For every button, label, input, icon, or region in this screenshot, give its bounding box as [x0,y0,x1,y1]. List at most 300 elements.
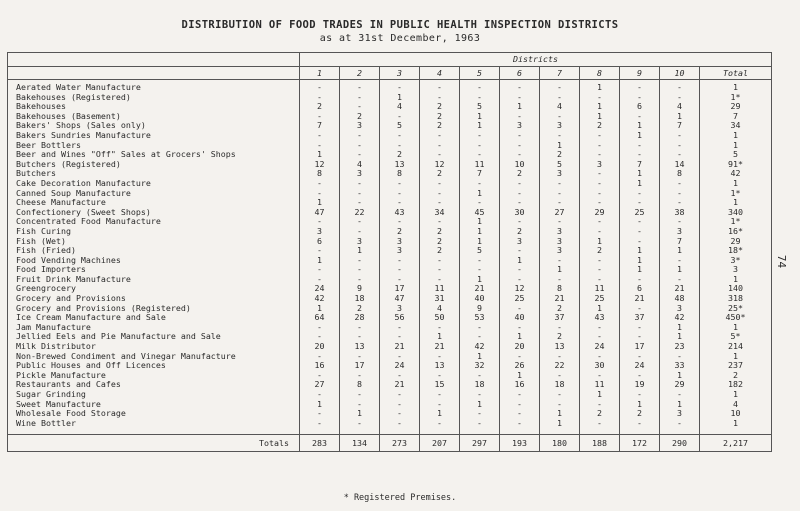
district-count-cell: 3 [380,304,420,314]
district-count-cell: - [340,131,380,141]
trade-name: Fruit Drink Manufacture [8,275,300,285]
district-count-cell: - [540,198,580,208]
district-count-cell: - [620,352,660,362]
district-count-cell: - [300,332,340,342]
district-count-cell: 19 [620,380,660,390]
row-total-cell: 5* [700,332,772,342]
district-count-cell: - [660,189,700,199]
district-count-cell: 3 [540,237,580,247]
district-count-cell: 21 [420,342,460,352]
row-total-cell: 340 [700,208,772,218]
trade-name: Bakehouses (Registered) [8,93,300,103]
district-count-cell: 2 [540,150,580,160]
table-row [8,342,772,352]
district-count-cell: - [580,400,620,410]
district-count-cell: - [460,390,500,400]
district-count-cell: - [300,189,340,199]
district-count-cell: 1 [620,256,660,266]
district-count-cell: 2 [420,169,460,179]
district-count-cell: 11 [580,284,620,294]
table-row [8,256,772,266]
district-count-cell: - [500,275,540,285]
district-count-cell: - [620,390,660,400]
district-count-cell: - [500,246,540,256]
district-count-cell: 3 [380,246,420,256]
district-count-cell: - [580,169,620,179]
district-count-cell: - [580,265,620,275]
district-count-cell: 31 [420,294,460,304]
table-row [8,313,772,323]
district-count-cell: 1 [660,246,700,256]
district-count-cell: - [300,179,340,189]
district-count-cell: 1 [300,304,340,314]
district-count-cell: 1 [460,227,500,237]
district-count-cell: 1 [460,112,500,122]
row-total-cell: 1 [700,141,772,151]
table-row [8,284,772,294]
district-count-cell: 40 [500,313,540,323]
district-count-cell: - [420,150,460,160]
district-count-cell: 4 [340,160,380,170]
district-count-cell: 18 [540,380,580,390]
district-count-cell: 3 [340,237,380,247]
district-count-cell: 1 [500,371,540,381]
district-count-cell: 30 [500,208,540,218]
district-count-cell: 2 [420,246,460,256]
district-count-cell: 273 [380,435,420,452]
district-count-cell: - [580,227,620,237]
district-count-cell: 20 [300,342,340,352]
table-row [8,371,772,381]
district-count-cell: - [420,179,460,189]
district-count-cell: 13 [540,342,580,352]
trade-name: Jellied Eels and Pie Manufacture and Sale [8,332,300,342]
district-count-cell: 2 [540,332,580,342]
district-count-cell: - [380,332,420,342]
district-count-cell: - [660,141,700,151]
district-count-cell: - [660,198,700,208]
district-count-cell: 5 [460,102,500,112]
district-count-cell: - [620,371,660,381]
district-count-cell: 1 [460,352,500,362]
district-count-cell: 1 [580,102,620,112]
district-count-cell: 1 [460,237,500,247]
row-total-cell: 1 [700,131,772,141]
district-count-cell: 3 [660,304,700,314]
district-count-cell: - [500,198,540,208]
row-total-cell: 5 [700,150,772,160]
district-count-cell: 4 [420,304,460,314]
district-count-cell: - [660,352,700,362]
district-count-cell: - [500,189,540,199]
district-count-cell: - [300,80,340,93]
district-count-cell: - [580,256,620,266]
district-count-cell: - [660,390,700,400]
district-count-cell: 8 [340,380,380,390]
district-count-cell: - [500,217,540,227]
district-count-cell: 5 [540,160,580,170]
district-count-cell: 16 [300,361,340,371]
row-total-cell: 1* [700,217,772,227]
district-count-cell: 64 [300,313,340,323]
district-count-cell: 8 [380,169,420,179]
district-count-cell: - [500,179,540,189]
district-count-cell: - [540,400,580,410]
trade-name: Aerated Water Manufacture [8,80,300,93]
trade-name: Restaurants and Cafes [8,380,300,390]
district-count-cell: 1 [540,419,580,429]
district-count-cell: 8 [540,284,580,294]
district-count-cell: - [580,352,620,362]
district-count-cell: - [380,141,420,151]
district-count-cell: 3 [540,169,580,179]
district-count-cell: - [380,80,420,93]
district-count-cell: 2 [380,227,420,237]
district-count-cell: 1 [460,275,500,285]
district-count-cell: 21 [460,284,500,294]
district-count-cell: 24 [380,361,420,371]
row-total-cell: 34 [700,121,772,131]
district-count-cell: 3 [540,246,580,256]
district-count-cell: - [620,198,660,208]
district-count-cell: 24 [620,361,660,371]
district-count-cell: - [460,371,500,381]
district-count-cell: - [420,189,460,199]
districts-header: Districts [300,53,772,67]
district-count-cell: 3 [300,227,340,237]
district-count-cell: - [460,179,500,189]
district-count-cell: 37 [540,313,580,323]
district-count-cell: 28 [340,313,380,323]
district-count-cell: - [300,131,340,141]
district-count-cell: 1 [660,112,700,122]
district-count-cell: 29 [580,208,620,218]
district-count-cell: 1 [340,246,380,256]
row-total-cell: 1 [700,179,772,189]
district-count-cell: 42 [660,313,700,323]
column-header-district: 5 [460,67,500,80]
district-count-cell: 26 [500,361,540,371]
district-count-cell: 188 [580,435,620,452]
district-count-cell: 3 [380,237,420,247]
trade-name: Fish (Fried) [8,246,300,256]
district-count-cell: - [500,80,540,93]
row-total-cell: 7 [700,112,772,122]
district-count-cell: - [660,179,700,189]
district-count-cell: 3 [500,121,540,131]
district-count-cell: 32 [460,361,500,371]
district-count-cell: - [420,217,460,227]
district-count-cell: 50 [420,313,460,323]
district-count-cell: 3 [580,160,620,170]
district-count-cell: 7 [620,160,660,170]
district-count-cell: - [380,217,420,227]
trade-name: Cake Decoration Manufacture [8,179,300,189]
district-count-cell: 2 [500,227,540,237]
district-count-cell: - [500,141,540,151]
row-total-cell: 29 [700,102,772,112]
district-count-cell: 11 [460,160,500,170]
district-count-cell: - [580,275,620,285]
district-count-cell: - [300,275,340,285]
district-count-cell: 18 [340,294,380,304]
district-count-cell: - [580,150,620,160]
district-count-cell: 290 [660,435,700,452]
row-total-cell: 2,217 [700,435,772,452]
district-count-cell: 1 [540,141,580,151]
district-count-cell: 1 [620,121,660,131]
page-title: DISTRIBUTION OF FOOD TRADES IN PUBLIC HEALTH INSPECTION DISTRICTS [181,19,619,31]
district-count-cell: 11 [420,284,460,294]
district-count-cell: 7 [660,121,700,131]
district-count-cell: 2 [380,150,420,160]
district-count-cell: 1 [660,332,700,342]
district-count-cell: 1 [540,409,580,419]
district-count-cell: - [620,80,660,93]
table-row [8,275,772,285]
district-count-cell: - [300,93,340,103]
district-count-cell: 47 [380,294,420,304]
district-count-cell: 9 [460,304,500,314]
district-count-cell: - [580,141,620,151]
district-count-cell: - [580,189,620,199]
district-count-cell: - [460,256,500,266]
district-count-cell: - [580,179,620,189]
table-row [8,400,772,410]
district-count-cell: 283 [300,435,340,452]
district-count-cell: 37 [620,313,660,323]
district-count-cell: - [580,419,620,429]
row-total-cell: 16* [700,227,772,237]
row-total-cell: 18* [700,246,772,256]
district-count-cell: 1 [460,217,500,227]
district-count-cell: - [380,179,420,189]
district-count-cell: 21 [660,284,700,294]
table-row [8,189,772,199]
table-row [8,131,772,141]
district-count-cell: - [540,112,580,122]
district-count-cell: 2 [420,227,460,237]
district-count-cell: - [420,419,460,429]
district-count-cell: 2 [420,112,460,122]
district-count-cell: - [420,275,460,285]
table-row [8,141,772,151]
column-header-district: 6 [500,67,540,80]
district-count-cell: 21 [620,294,660,304]
district-count-cell: - [340,189,380,199]
district-count-cell: - [540,275,580,285]
district-count-cell: 21 [540,294,580,304]
district-count-cell: - [340,352,380,362]
row-total-cell: 2 [700,371,772,381]
district-count-cell: - [500,352,540,362]
district-count-cell: - [580,323,620,333]
trade-name: Bakers Sundries Manufacture [8,131,300,141]
table-row [8,208,772,218]
district-count-cell: 7 [660,237,700,247]
district-count-cell: 3 [340,121,380,131]
row-total-cell: 1 [700,352,772,362]
district-count-cell: - [340,150,380,160]
district-count-cell: 8 [300,169,340,179]
trade-name: Bakers' Shops (Sales only) [8,121,300,131]
trade-name: Canned Soup Manufacture [8,189,300,199]
district-count-cell: - [340,275,380,285]
table-row [8,217,772,227]
district-count-cell: 3 [540,121,580,131]
row-total-cell: 1 [700,275,772,285]
district-count-cell: 1 [620,400,660,410]
district-count-cell: - [540,371,580,381]
row-total-cell: 214 [700,342,772,352]
row-total-cell: 10 [700,409,772,419]
trade-name: Sweet Manufacture [8,400,300,410]
district-count-cell: 7 [300,121,340,131]
row-total-cell: 4 [700,400,772,410]
district-count-cell: - [460,80,500,93]
table-row [8,294,772,304]
district-count-cell: 17 [340,361,380,371]
trade-name: Confectionery (Sweet Shops) [8,208,300,218]
table-row [8,112,772,122]
district-count-cell: 2 [620,409,660,419]
district-count-cell: 27 [540,208,580,218]
district-count-cell: - [300,390,340,400]
table-row [8,80,772,93]
district-count-cell: 40 [460,294,500,304]
district-count-cell: - [300,409,340,419]
district-count-cell: - [660,150,700,160]
district-count-cell: - [300,217,340,227]
trade-name: Greengrocery [8,284,300,294]
district-count-cell: - [660,80,700,93]
district-count-cell: 180 [540,435,580,452]
district-count-cell: 21 [380,342,420,352]
district-count-cell: 1 [300,198,340,208]
district-count-cell: 8 [660,169,700,179]
district-count-cell: 1 [580,304,620,314]
row-total-cell: 1 [700,80,772,93]
district-count-cell: - [500,419,540,429]
district-count-cell: 7 [460,169,500,179]
district-count-cell: 3 [660,409,700,419]
district-count-cell: - [660,419,700,429]
district-count-cell: 1 [340,409,380,419]
district-count-cell: - [660,93,700,103]
page-subtitle: as at 31st December, 1963 [319,33,481,44]
table-row [8,169,772,179]
district-count-cell: 1 [580,390,620,400]
district-count-cell: - [460,419,500,429]
district-count-cell: - [580,332,620,342]
district-count-cell: 11 [580,380,620,390]
district-count-cell: - [460,323,500,333]
district-count-cell: 6 [620,102,660,112]
table-row [8,323,772,333]
district-count-cell: 29 [660,380,700,390]
district-count-cell: - [340,93,380,103]
table-row [8,409,772,419]
district-count-cell: - [460,150,500,160]
district-count-cell: 17 [620,342,660,352]
district-count-cell: - [420,256,460,266]
table-row [8,198,772,208]
district-count-cell: - [540,131,580,141]
trade-name: Jam Manufacture [8,323,300,333]
district-count-cell: 12 [420,160,460,170]
district-count-cell: - [660,256,700,266]
district-count-cell: 1 [500,102,540,112]
district-count-cell: - [620,227,660,237]
district-count-cell: - [460,265,500,275]
district-count-cell: - [540,179,580,189]
header-blank [8,53,300,67]
district-count-cell: - [540,256,580,266]
trade-name: Non-Brewed Condiment and Vinegar Manufacture [8,352,300,362]
district-count-cell: 27 [300,380,340,390]
district-count-cell: - [300,265,340,275]
trade-name: Beer Bottlers [8,141,300,151]
district-count-cell: - [380,400,420,410]
district-count-cell: 1 [620,246,660,256]
district-count-cell: 2 [300,102,340,112]
district-count-cell: 1 [300,150,340,160]
district-count-cell: 33 [660,361,700,371]
district-count-cell: - [620,419,660,429]
district-count-cell: 21 [380,380,420,390]
totals-row [8,435,772,452]
district-count-cell: - [660,275,700,285]
district-count-cell: - [420,131,460,141]
footnote: * Registered Premises. [343,493,457,503]
district-count-cell: - [300,352,340,362]
district-count-cell: - [580,131,620,141]
trade-name: Food Importers [8,265,300,275]
district-count-cell: - [460,93,500,103]
district-count-cell: 43 [380,208,420,218]
district-count-cell: - [620,323,660,333]
district-count-cell: 22 [340,208,380,218]
district-count-cell: - [380,409,420,419]
trade-name: Bakehouses [8,102,300,112]
district-count-cell: - [540,390,580,400]
table-row [8,121,772,131]
district-count-cell: - [500,323,540,333]
district-count-cell: - [340,332,380,342]
column-header-total: Total [700,67,772,80]
row-total-cell: 450* [700,313,772,323]
district-count-cell: 1 [380,93,420,103]
trade-name: Public Houses and Off Licences [8,361,300,371]
district-count-cell: 1 [660,371,700,381]
district-count-cell: 25 [620,208,660,218]
district-count-cell: - [500,112,540,122]
row-total-cell: 237 [700,361,772,371]
district-count-cell: 17 [380,284,420,294]
district-count-cell: - [580,198,620,208]
table-row [8,179,772,189]
district-count-cell: - [620,275,660,285]
district-count-cell: - [620,237,660,247]
trade-name: Fish (Wet) [8,237,300,247]
district-count-cell: 12 [300,160,340,170]
district-count-cell: - [340,141,380,151]
district-count-cell: - [340,265,380,275]
row-total-cell: 140 [700,284,772,294]
district-count-cell: - [420,400,460,410]
district-count-cell: 13 [380,160,420,170]
header-blank [8,67,300,80]
